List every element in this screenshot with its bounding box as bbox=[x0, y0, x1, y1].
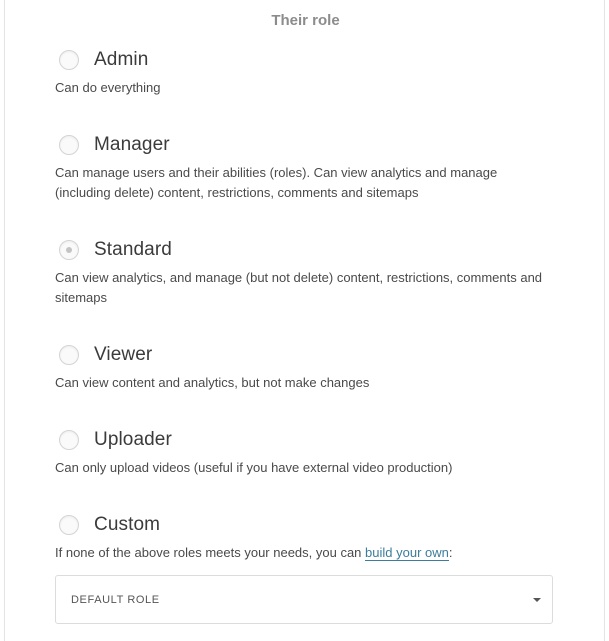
role-option-standard bbox=[55, 236, 555, 308]
role-desc-admin: Can do everything bbox=[55, 80, 161, 95]
section-title: Their role bbox=[271, 12, 340, 29]
role-manager-radio-row[interactable] bbox=[55, 131, 555, 159]
role-desc-standard: Can view analytics, and manage (but not delete) content, restrictions, comments and sitemaps bbox=[55, 270, 543, 305]
role-desc-manager: Can manage users and their abilities (roles). Can view analytics and manage (including delete) content, restrictions, comments and sitemaps bbox=[55, 165, 498, 200]
radio-custom[interactable] bbox=[59, 515, 79, 535]
role-uploader-radio-row[interactable] bbox=[55, 426, 555, 454]
role-desc-uploader: Can only upload videos (useful if you have external video production) bbox=[55, 460, 453, 475]
role-label-custom: Custom bbox=[94, 514, 161, 535]
role-option-custom bbox=[55, 511, 555, 563]
role-panel bbox=[4, 0, 605, 641]
role-label-manager: Manager bbox=[94, 134, 170, 155]
role-admin-radio-row[interactable] bbox=[55, 46, 555, 74]
role-label-admin: Admin bbox=[94, 49, 149, 70]
radio-admin[interactable] bbox=[59, 50, 79, 70]
role-standard-radio-row[interactable] bbox=[55, 236, 555, 264]
role-option-viewer bbox=[55, 341, 555, 393]
role-option-admin bbox=[55, 46, 555, 98]
chevron-down-icon bbox=[533, 598, 541, 602]
role-custom-radio-row[interactable] bbox=[55, 511, 555, 539]
role-label-uploader: Uploader bbox=[94, 429, 172, 450]
radio-manager[interactable] bbox=[59, 135, 79, 155]
role-option-uploader bbox=[55, 426, 555, 478]
role-desc-viewer: Can view content and analytics, but not make changes bbox=[55, 375, 370, 390]
radio-standard[interactable] bbox=[59, 240, 79, 260]
custom-hint-prefix: If none of the above roles meets your needs, you can bbox=[55, 545, 366, 560]
radio-uploader[interactable] bbox=[59, 430, 79, 450]
role-viewer-radio-row[interactable] bbox=[55, 341, 555, 369]
role-option-manager bbox=[55, 131, 555, 203]
role-select[interactable] bbox=[55, 575, 553, 624]
role-label-viewer: Viewer bbox=[94, 344, 153, 365]
radio-viewer[interactable] bbox=[59, 345, 79, 365]
build-your-own-link[interactable]: build your own bbox=[365, 545, 449, 560]
role-select-value: DEFAULT ROLE bbox=[71, 593, 160, 606]
custom-hint bbox=[55, 543, 555, 563]
custom-hint-suffix: : bbox=[448, 545, 453, 560]
role-label-standard: Standard bbox=[94, 239, 172, 260]
